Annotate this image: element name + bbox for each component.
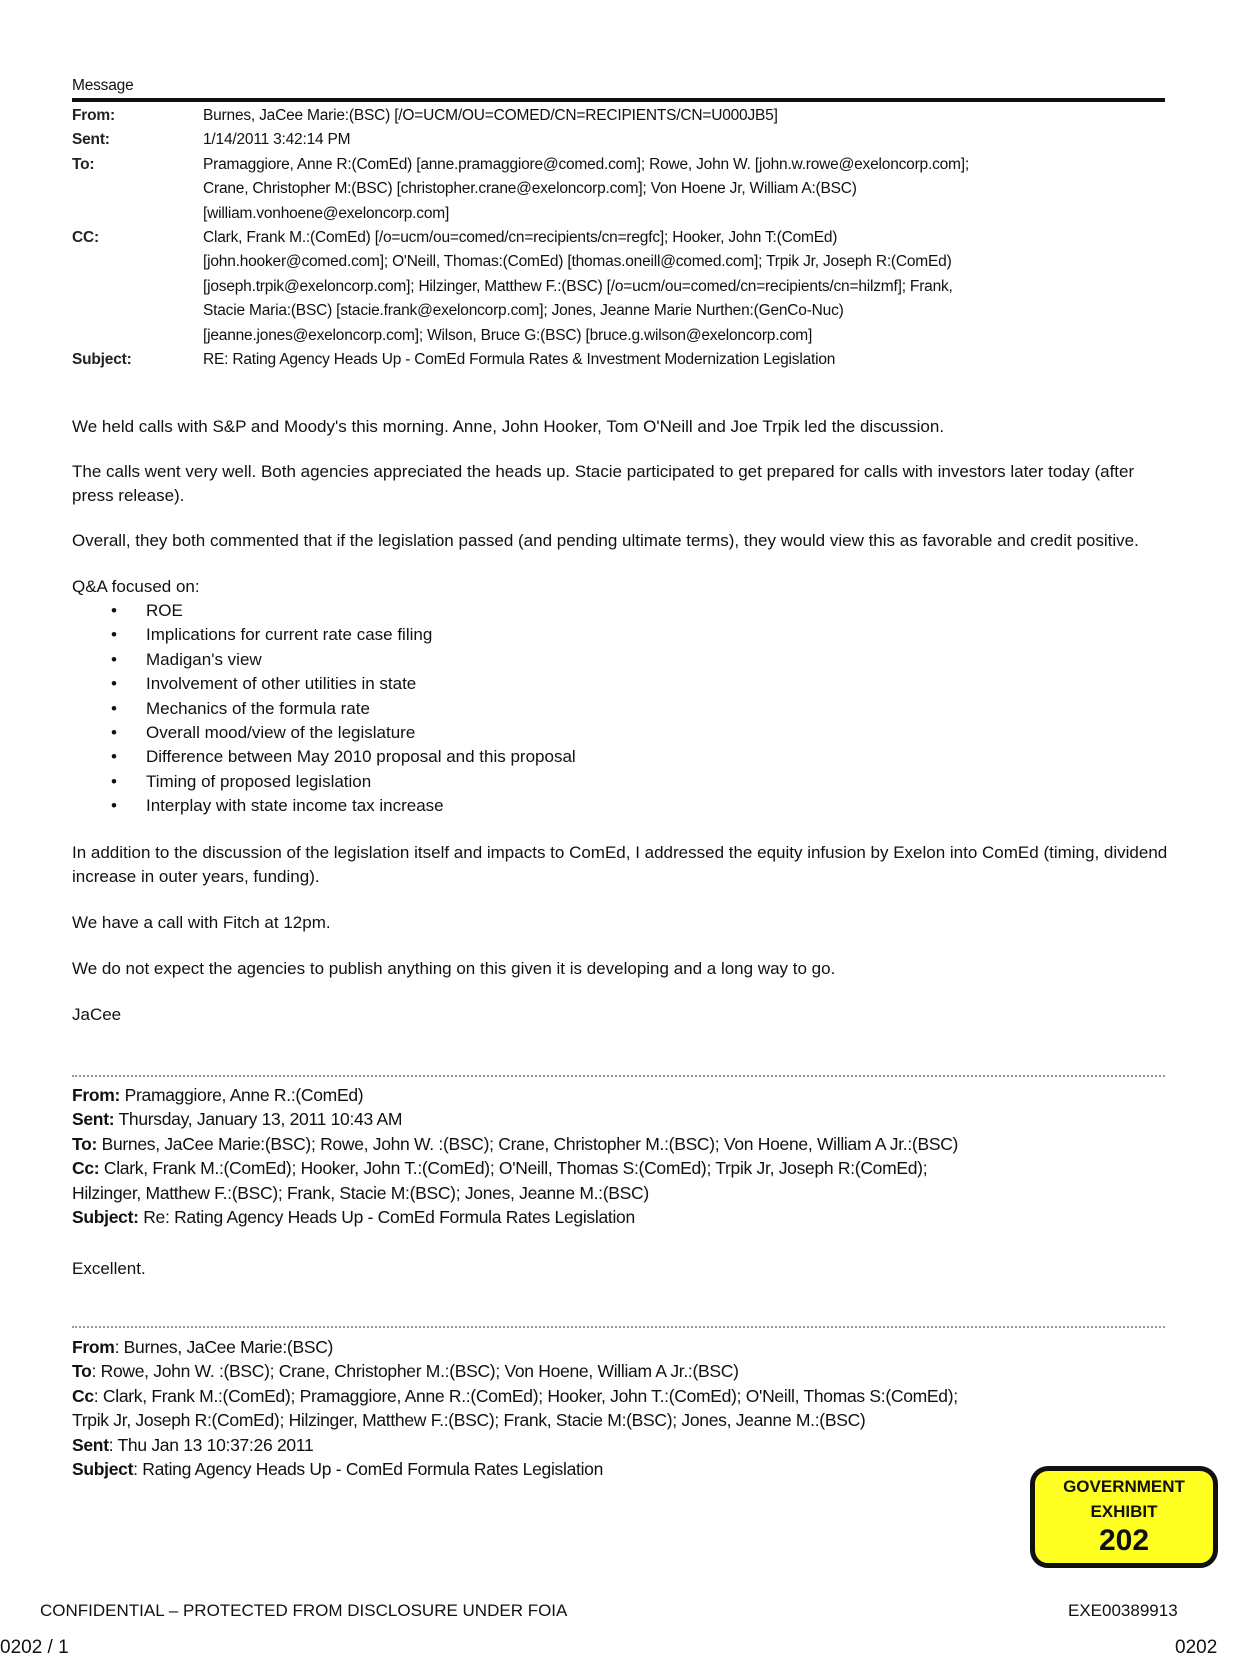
sent-value: 1/14/2011 3:42:14 PM [203,131,351,149]
sent-row: Sent: 1/14/2011 3:42:14 PM [72,128,1182,152]
paragraph: We held calls with S&P and Moody's this morning. Anne, John Hooker, Tom O'Neill and Joe Trpik led the discussion. [72,417,945,436]
list-item: • Mechanics of the formula rate [146,697,1172,721]
forwarded-body-1: Excellent. [72,1259,146,1278]
forwarded-header-2: From: Burnes, JaCee Marie:(BSC) To: Rowe, John W. :(BSC); Crane, Christopher M.:(BSC); Von Hoene, William A Jr.:(BSC) Cc: Clark, Frank M.:(ComEd); Pramaggiore, Anne R.:(ComEd); Hooker, John T.:(ComEd); O'Neill, Thomas S:(ComEd); Trpik Jr, Joseph R:(ComEd); Hilzinger, Matthew F.:(BSC); Frank, Stacie M:(BSC); Jones, Jeanne M.:(BSC) Sent: Thu Jan 13 10:37:26 2011 Subject: Rating Agency Heads Up - ComEd Formula Rates Legislation [72,1337,958,1480]
from-value: Burnes, JaCee Marie:(BSC) [/O=UCM/OU=COMED/CN=RECIPIENTS/CN=U000JB5] [203,107,778,124]
paragraph: We do not expect the agencies to publish anything on this given it is developing and a long way to go. [72,958,836,978]
page-number-left: 0202 / 1 [0,1637,69,1658]
header-rule [72,98,1165,102]
list-item: • Madigan's view [146,648,1172,672]
list-item: • Timing of proposed legislation [146,770,1172,794]
qa-intro: Q&A focused on: [72,577,200,596]
list-item: • Involvement of other utilities in state [146,672,1172,696]
paragraph: We have a call with Fitch at 12pm. [72,912,331,932]
email-header [72,104,1182,372]
bates-number: EXE00389913 [1068,1601,1178,1620]
forwarded-header-1: From: Pramaggiore, Anne R.:(ComEd) Sent: Thursday, January 13, 2011 10:43 AM To: Burnes, JaCee Marie:(BSC); Rowe, John W. :(BSC); Crane, Christopher M.:(BSC); Von Hoene, William A Jr.:(BSC) Cc: Clark, Frank M.:(ComEd); Hooker, John T.:(ComEd); O'Neill, Thomas S:(ComEd); Trpik Jr, Joseph R:(ComEd); Hilzinger, Matthew F.:(BSC); Frank, Stacie M:(BSC); Jones, Jeanne M.:(BSC) Subject: Re: Rating Agency Heads Up - ComEd Formula Rates Legislation [72,1085,959,1228]
government-exhibit-stamp: GOVERNMENT EXHIBIT 202 [1030,1466,1218,1568]
qa-list [72,599,1172,819]
subject-row: Subject: RE: Rating Agency Heads Up - ComEd Formula Rates & Investment Modernization Legislation [72,348,1182,372]
to-value: Pramaggiore, Anne R:(ComEd) [anne.pramaggiore@comed.com]; Rowe, John W. [john.w.rowe@exeloncorp.com]; Crane, Christopher M:(BSC) [christopher.crane@exeloncorp.com]; Von Hoene Jr, William A:(BSC) [william.vonhoene@exeloncorp.com] [203,155,969,222]
to-row: To: Pramaggiore, Anne R:(ComEd) [anne.pramaggiore@comed.com]; Rowe, John W. [john.w.rowe@exeloncorp.com]; Crane, Christopher M:(BSC) [christopher.crane@exeloncorp.com]; Von Hoene Jr, William A:(BSC) [william.vonhoene@exeloncorp.com] [72,153,1182,226]
page-number-right: 0202 [1175,1637,1218,1658]
confidential-notice: CONFIDENTIAL – PROTECTED FROM DISCLOSURE UNDER FOIA [40,1601,568,1620]
cc-value: Clark, Frank M.:(ComEd) [/o=ucm/ou=comed/cn=recipients/cn=regfc]; Hooker, John T:(ComEd) [john.hooker@comed.com]; O'Neill, Thomas:(ComEd) [thomas.oneill@comed.com]; Trpik Jr, Joseph R:(ComEd) [joseph.trpik@exeloncorp.com]; Hilzinger, Matthew F.:(BSC) [/o=ucm/ou=comed/cn=recipients/cn=hilzmf]; Frank, Stacie Maria:(BSC) [stacie.frank@exeloncorp.com]; Jones, Jeanne Marie Nurthen:(GenCo-Nuc) [jeanne.jones@exeloncorp.com]; Wilson, Bruce G:(BSC) [bruce.g.wilson@exeloncorp.com] [203,229,953,344]
from-row: From: Burnes, JaCee Marie:(BSC) [/O=UCM/OU=COMED/CN=RECIPIENTS/CN=U000JB5] [72,104,1182,128]
signature: JaCee [72,1004,122,1024]
list-item: • Implications for current rate case filing [146,623,1172,647]
email-body [72,415,1172,1027]
subject-value: RE: Rating Agency Heads Up - ComEd Formula Rates & Investment Modernization Legislation [203,351,836,369]
list-item: • Overall mood/view of the legislature [146,721,1172,745]
paragraph: Overall, they both commented that if the legislation passed (and pending ultimate terms), they would view this as favorable and credit positive. [72,531,1139,550]
list-item: • ROE [146,599,1172,623]
divider [72,1075,1165,1077]
paragraph: In addition to the discussion of the legislation itself and impacts to ComEd, I addressed the equity infusion by Exelon into ComEd (timing, dividend increase in outer years, funding). [72,842,1168,886]
message-label: Message [72,77,134,94]
cc-row: CC: Clark, Frank M.:(ComEd) [/o=ucm/ou=comed/cn=recipients/cn=regfc]; Hooker, John T:(ComEd) [john.hooker@comed.com]; O'Neill, Thomas:(ComEd) [thomas.oneill@comed.com]; Trpik Jr, Joseph R:(ComEd) [joseph.trpik@exeloncorp.com]; Hilzinger, Matthew F.:(BSC) [/o=ucm/ou=comed/cn=recipients/cn=hilzmf]; Frank, Stacie Maria:(BSC) [stacie.frank@exeloncorp.com]; Jones, Jeanne Marie Nurthen:(GenCo-Nuc) [jeanne.jones@exeloncorp.com]; Wilson, Bruce G:(BSC) [bruce.g.wilson@exeloncorp.com] [72,226,1182,348]
list-item: • Interplay with state income tax increase [146,794,1172,818]
list-item: • Difference between May 2010 proposal and this proposal [146,745,1172,769]
divider [72,1326,1165,1328]
paragraph: The calls went very well. Both agencies appreciated the heads up. Stacie participated to get prepared for calls with investors later today (after press release). [72,462,1135,505]
